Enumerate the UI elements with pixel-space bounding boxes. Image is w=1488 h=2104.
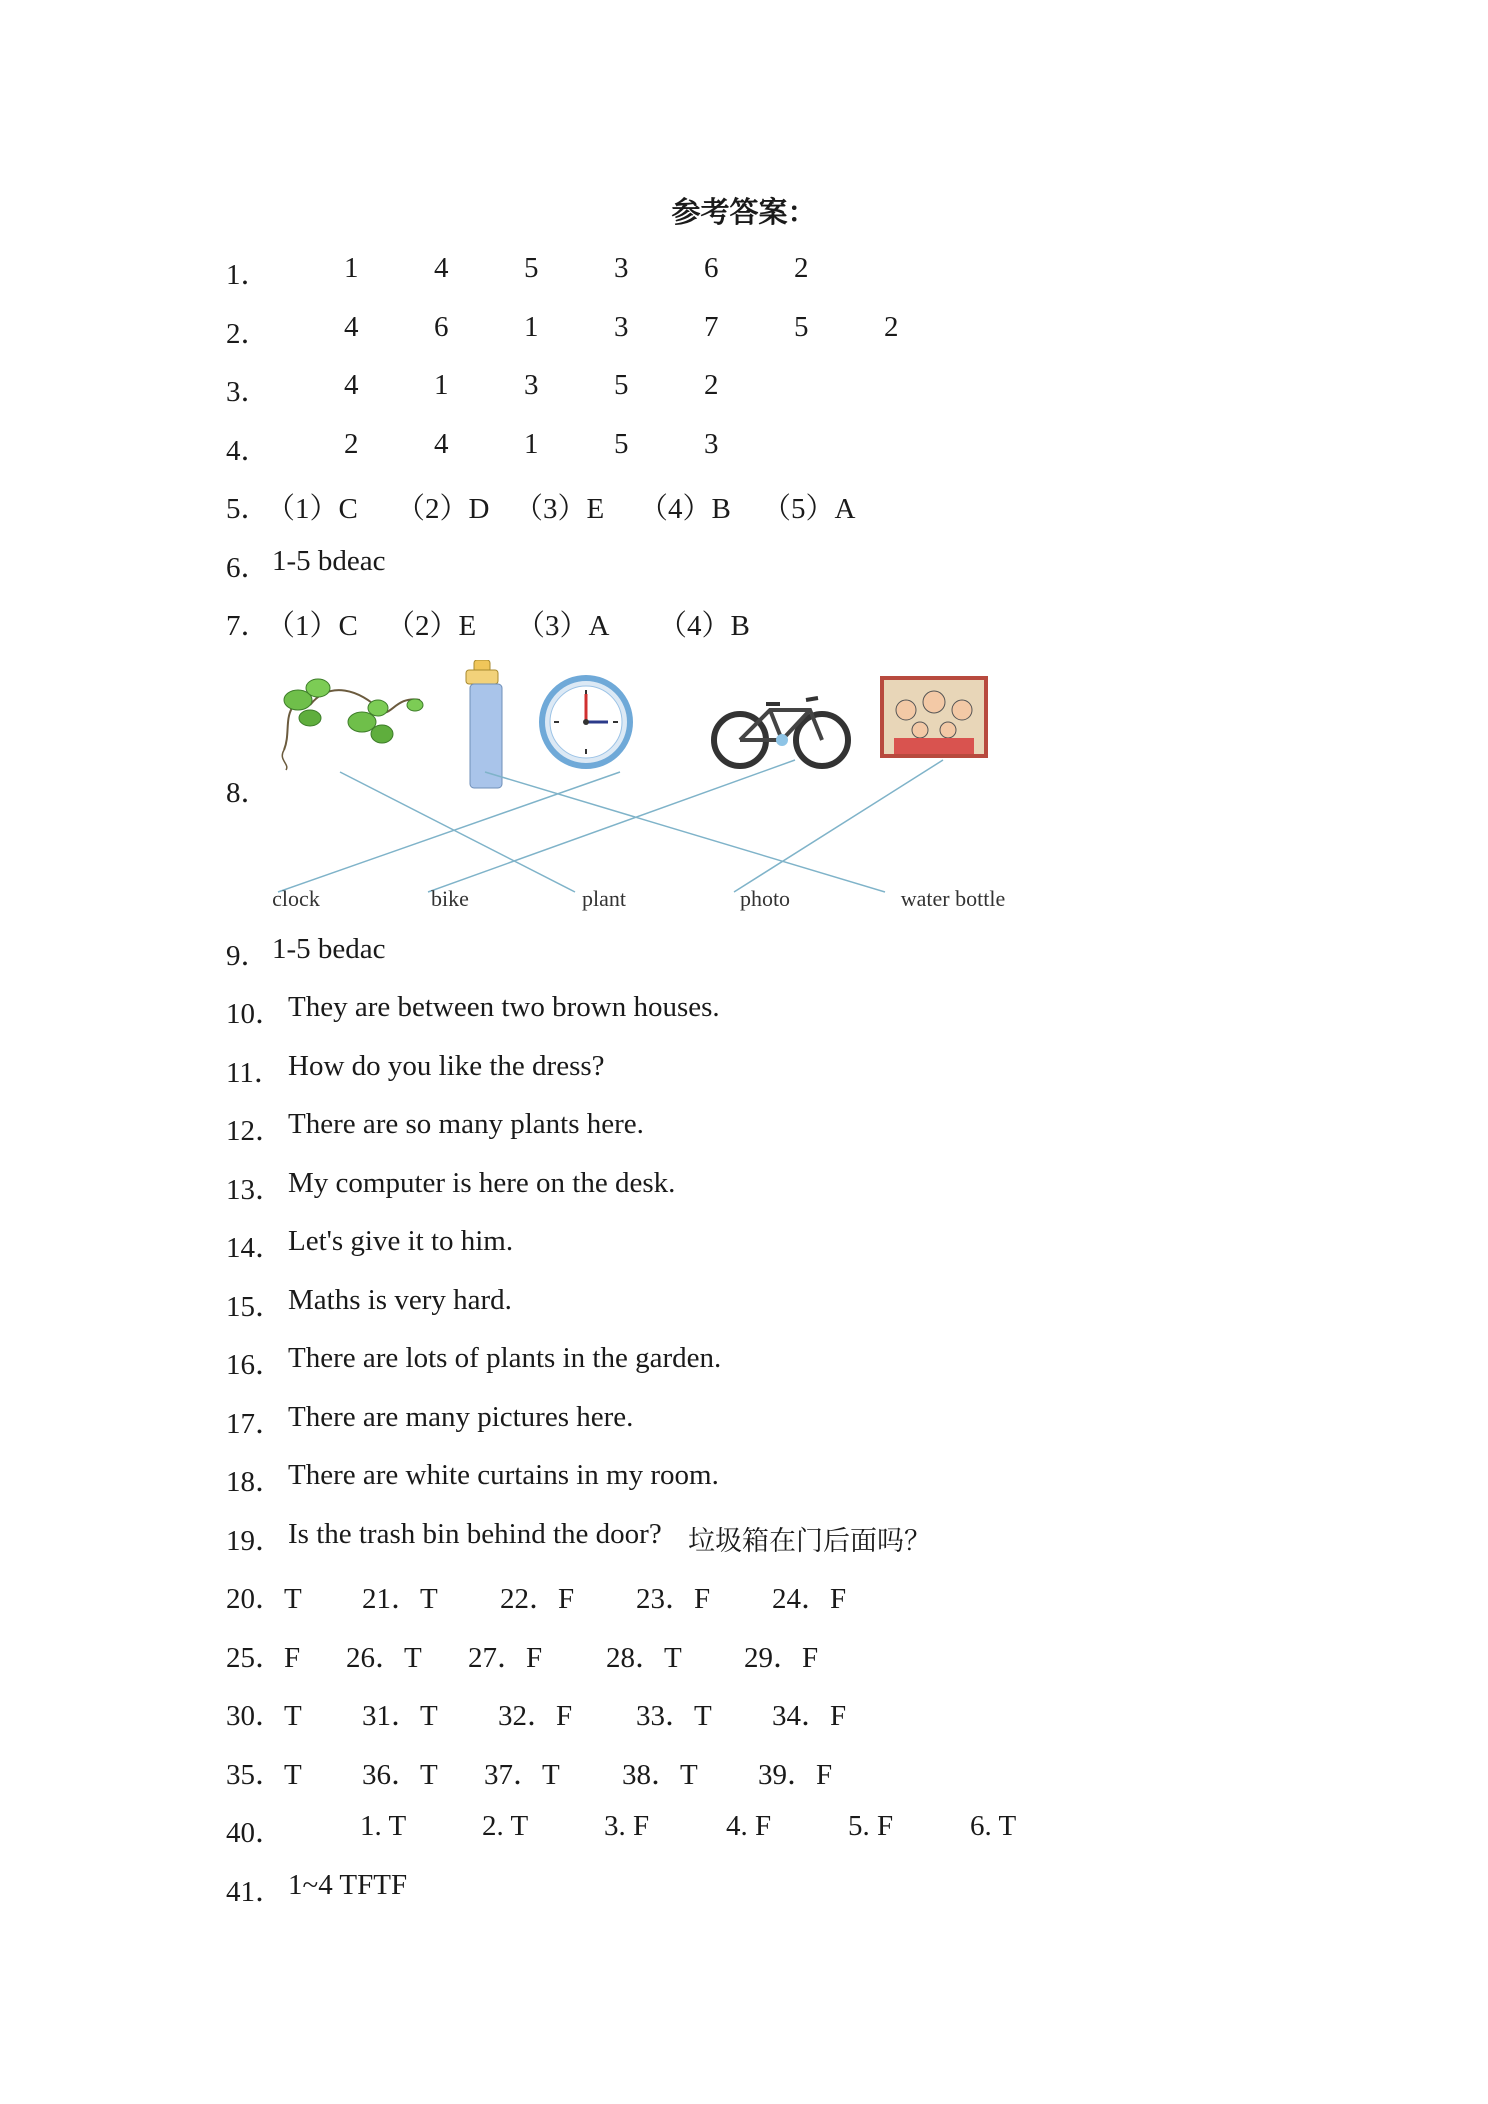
matching-lines (278, 760, 943, 892)
tf-answer: 22．F (500, 1583, 575, 1615)
question-number: 10． (226, 998, 285, 1030)
question-number: 16． (226, 1349, 285, 1381)
matching-diagram (270, 660, 1050, 920)
choice-answer: （1）C (266, 493, 358, 525)
choice-answer: （3）E (514, 493, 605, 525)
tf-answer: 28．T (606, 1642, 682, 1674)
question-number: 18． (226, 1466, 285, 1498)
bike-picture (714, 698, 848, 766)
sequence-value: 3 (704, 428, 719, 460)
sequence-value: 7 (704, 311, 719, 343)
water-bottle-picture (466, 660, 502, 788)
answer-text: Is the trash bin behind the door? (288, 1518, 662, 1550)
tf-answer: 39．F (758, 1759, 833, 1791)
tf-answer: 25．F (226, 1642, 301, 1674)
question-number: 13． (226, 1174, 285, 1206)
tf-answer: 24．F (772, 1583, 847, 1615)
tf-answer: 30．T (226, 1700, 302, 1732)
sequence-value: 4 (434, 252, 449, 284)
sequence-value: 5 (614, 369, 629, 401)
tf-answer: 37．T (484, 1759, 560, 1791)
photo-picture (882, 678, 986, 756)
question-number: 12． (226, 1115, 285, 1147)
answer-text: My computer is here on the desk. (288, 1167, 676, 1199)
answer-text: How do you like the dress? (288, 1050, 605, 1082)
sequence-value: 6 (434, 311, 449, 343)
match-line (340, 772, 575, 892)
sequence-value: 1 (524, 311, 539, 343)
question-number: 41． (226, 1876, 285, 1908)
tf-answer: 32．F (498, 1700, 573, 1732)
question-number: 15． (226, 1291, 285, 1323)
answer-text: 1~4 TFTF (288, 1869, 408, 1901)
tf-answer: 36．T (362, 1759, 438, 1791)
choice-answer: （5）A (762, 493, 856, 525)
answer-text: Let's give it to him. (288, 1225, 514, 1257)
answer-text: There are many pictures here. (288, 1401, 634, 1433)
question-number: 2． (226, 318, 270, 350)
sequence-value: 6 (704, 252, 719, 284)
tf-answer: 21．T (362, 1583, 438, 1615)
match-line (485, 772, 885, 892)
question-number: 40． (226, 1817, 285, 1849)
sequence-value: 1 (524, 428, 539, 460)
tf-answer: 1. T (360, 1810, 407, 1842)
question-number: 5． (226, 493, 270, 525)
question-number: 14． (226, 1232, 285, 1264)
tf-answer: 2. T (482, 1810, 529, 1842)
sequence-value: 2 (794, 252, 809, 284)
answer-text: 1-5 bdeac (272, 545, 386, 577)
question-number: 4． (226, 435, 270, 467)
tf-answer: 29．F (744, 1642, 819, 1674)
sequence-value: 5 (614, 428, 629, 460)
question-number: 9． (226, 940, 270, 972)
choice-answer: （2）D (396, 493, 490, 525)
sequence-value: 4 (344, 369, 359, 401)
sequence-value: 5 (794, 311, 809, 343)
answer-text: Maths is very hard. (288, 1284, 512, 1316)
question-number: 7． (226, 610, 270, 642)
choice-answer: （2）E (386, 610, 477, 642)
answer-text: There are so many plants here. (288, 1108, 644, 1140)
match-line (734, 760, 943, 892)
tf-answer: 27．F (468, 1642, 543, 1674)
tf-answer: 38．T (622, 1759, 698, 1791)
match-line (278, 772, 620, 892)
question-number: 8． (226, 777, 270, 809)
question-number: 11． (226, 1057, 283, 1089)
tf-answer: 34．F (772, 1700, 847, 1732)
sequence-value: 4 (434, 428, 449, 460)
sequence-value: 2 (704, 369, 719, 401)
sequence-value: 2 (344, 428, 359, 460)
plant-picture (282, 679, 423, 770)
sequence-value: 4 (344, 311, 359, 343)
tf-answer: 31．T (362, 1700, 438, 1732)
chinese-translation: 垃圾箱在门后面吗？ (688, 1526, 931, 1557)
tf-answer: 26．T (346, 1642, 422, 1674)
tf-answer: 6. T (970, 1810, 1017, 1842)
label-water-bottle: water bottle (900, 886, 1006, 911)
sequence-value: 2 (884, 311, 899, 343)
question-number: 3． (226, 376, 270, 408)
tf-answer: 3. F (604, 1810, 650, 1842)
clock-picture (542, 678, 630, 766)
answer-text: There are lots of plants in the garden. (288, 1342, 722, 1374)
answer-text: There are white curtains in my room. (288, 1459, 719, 1491)
choice-answer: （4）B (658, 610, 750, 642)
choice-answer: （3）A (516, 610, 610, 642)
tf-answer: 20．T (226, 1583, 302, 1615)
label-bike: bike (431, 886, 469, 911)
label-clock: clock (272, 886, 320, 911)
sequence-value: 3 (614, 252, 629, 284)
sequence-value: 3 (524, 369, 539, 401)
sequence-value: 3 (614, 311, 629, 343)
tf-answer: 35．T (226, 1759, 302, 1791)
tf-answer: 5. F (848, 1810, 894, 1842)
answer-text: 1-5 bedac (272, 933, 386, 965)
choice-answer: （4）B (639, 493, 731, 525)
tf-answer: 23．F (636, 1583, 711, 1615)
question-number: 1． (226, 259, 270, 291)
sequence-value: 1 (344, 252, 359, 284)
tf-answer: 33．T (636, 1700, 712, 1732)
label-photo: photo (739, 886, 791, 911)
tf-answer: 4. F (726, 1810, 772, 1842)
choice-answer: （1）C (266, 610, 358, 642)
question-number: 6． (226, 552, 270, 584)
page-title: 参考答案： (671, 195, 817, 229)
question-number: 17． (226, 1408, 285, 1440)
question-number: 19． (226, 1525, 285, 1557)
sequence-value: 1 (434, 369, 449, 401)
label-plant: plant (582, 886, 626, 911)
answer-text: They are between two brown houses. (288, 991, 720, 1023)
sequence-value: 5 (524, 252, 539, 284)
